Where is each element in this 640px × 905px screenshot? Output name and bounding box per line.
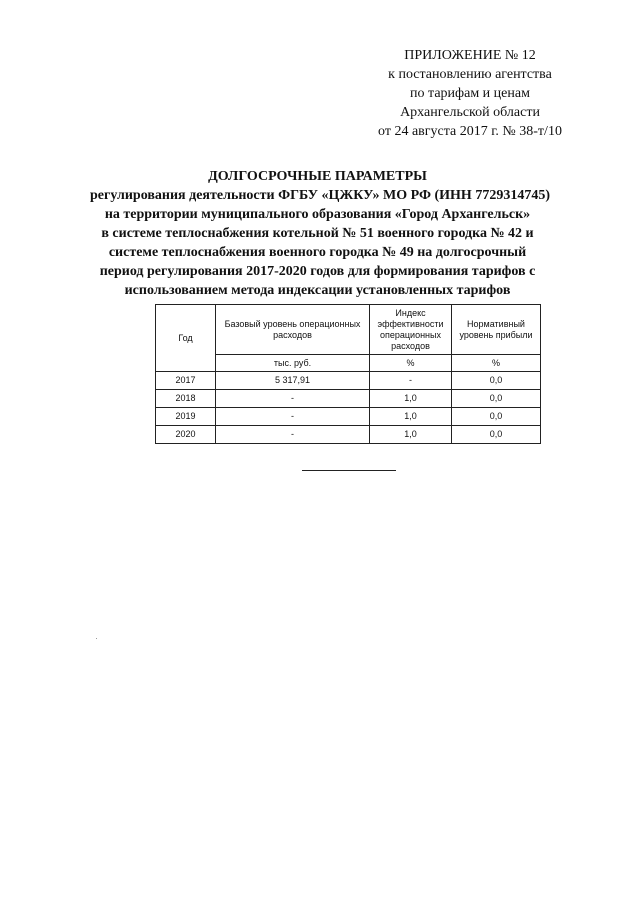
table-row: [156, 426, 541, 444]
cell-year: 2017: [156, 372, 216, 390]
table-row: [156, 372, 541, 390]
appendix-line: по тарифам и ценам: [410, 86, 530, 101]
appendix-line: Архангельской области: [400, 105, 540, 120]
unit-profit-level: %: [452, 355, 541, 372]
heading-line: системе теплоснабжения военного городка № 49 на долгосрочный: [108, 245, 527, 260]
cell-base-level: -: [216, 390, 370, 408]
cell-year: 2020: [156, 426, 216, 444]
end-separator-line: [302, 470, 396, 471]
cell-year: 2019: [156, 408, 216, 426]
cell-efficiency-index: 1,0: [370, 426, 452, 444]
heading-line: в системе теплоснабжения котельной № 51 военного городка № 42 и: [101, 226, 534, 241]
unit-efficiency-index: %: [370, 355, 452, 372]
table-row: [156, 390, 541, 408]
document-heading: [90, 167, 550, 300]
heading-line: период регулирования 2017-2020 годов для формирования тарифов с: [99, 264, 536, 279]
cell-year: 2018: [156, 390, 216, 408]
heading-title: ДОЛГОСРОЧНЫЕ ПАРАМЕТРЫ: [208, 169, 427, 184]
cell-profit-level: 0,0: [452, 426, 541, 444]
heading-line: использованием метода индексации установленных тарифов: [124, 283, 511, 298]
header-efficiency-index: Индекс эффективности операционных расходов: [370, 305, 452, 355]
appendix-title: ПРИЛОЖЕНИЕ № 12: [404, 48, 536, 63]
cell-base-level: -: [216, 408, 370, 426]
appendix-line: к постановлению агентства: [388, 67, 552, 82]
table-header-row: [156, 305, 541, 355]
heading-line: регулирования деятельности ФГБУ «ЦЖКУ» МО РФ (ИНН 7729314745): [90, 188, 550, 203]
appendix-block: [360, 46, 580, 141]
cell-profit-level: 0,0: [452, 372, 541, 390]
heading-line: на территории муниципального образования «Город Архангельск»: [104, 207, 531, 222]
cell-efficiency-index: 1,0: [370, 408, 452, 426]
header-base-level: Базовый уровень операционных расходов: [216, 305, 370, 355]
unit-base-level: тыс. руб.: [216, 355, 370, 372]
scan-speck: [96, 638, 97, 639]
cell-base-level: -: [216, 426, 370, 444]
header-year: Год: [156, 305, 216, 372]
cell-efficiency-index: -: [370, 372, 452, 390]
parameters-table: [155, 304, 541, 444]
cell-base-level: 5 317,91: [216, 372, 370, 390]
cell-efficiency-index: 1,0: [370, 390, 452, 408]
header-profit-level: Нормативный уровень прибыли: [452, 305, 541, 355]
table-row: [156, 408, 541, 426]
cell-profit-level: 0,0: [452, 408, 541, 426]
appendix-date-line: от 24 августа 2017 г. № 38-т/10: [378, 124, 562, 139]
cell-profit-level: 0,0: [452, 390, 541, 408]
